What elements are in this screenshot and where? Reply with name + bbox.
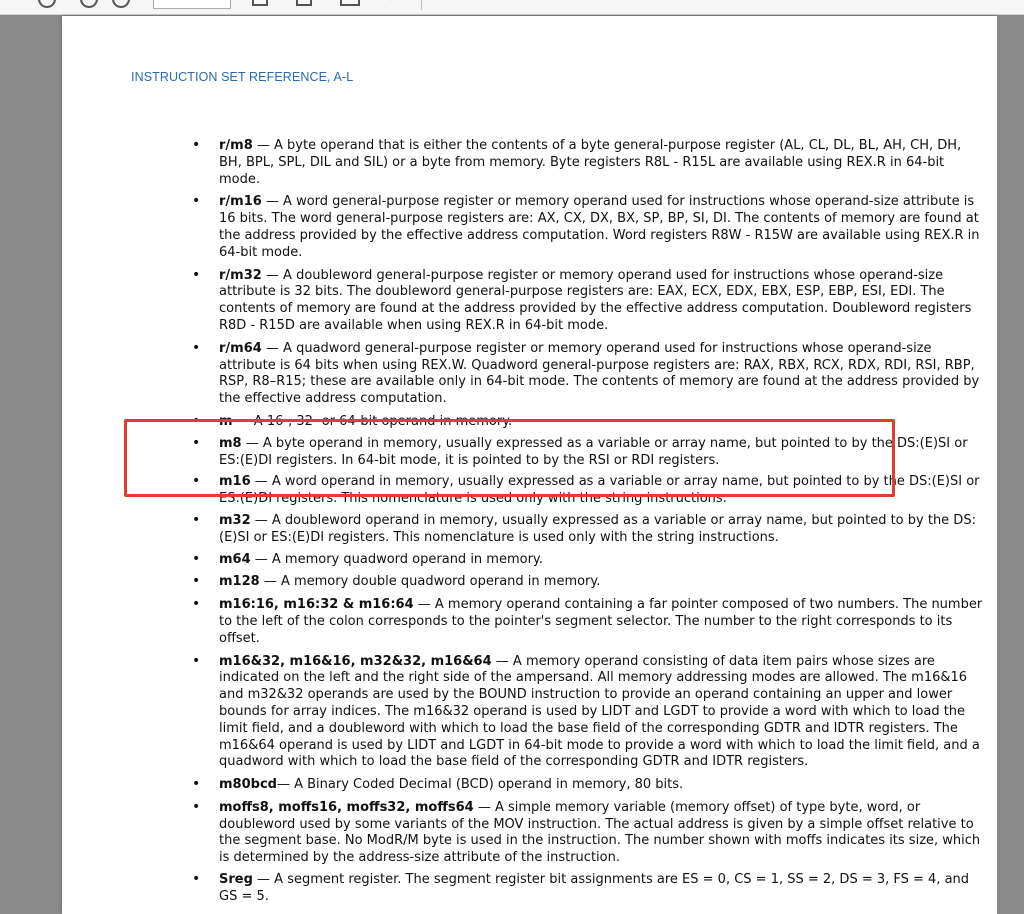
list-item: [124, 654, 984, 772]
bullet: •: [192, 434, 201, 451]
term: m: [219, 413, 233, 429]
term: m16:16, m16:32 & m16:64: [219, 597, 414, 613]
definition-text: — A memory operand containing a far pointer composed of two numbers. The number to the left of the colon corresponds to the pointer's segment selector. The number to the right corresponds to its offset.: [219, 597, 983, 646]
bullet: •: [192, 473, 201, 490]
bullet: •: [192, 511, 201, 528]
list-item: [124, 138, 984, 188]
viewer-toolbar: [0, 0, 1024, 15]
term: moffs8, moffs16, moffs32, moffs64: [219, 799, 474, 815]
list-item: [124, 552, 984, 569]
zoom-out-icon[interactable]: [38, 0, 56, 8]
definition-text: — A word general-purpose register or memory operand used for instructions whose operand-size attribute is 16 bits. The word general-purpose registers are: AX, CX, DX, BX, SP, BP, SI, DI. The contents of memory are found at the address provided by the effective address computation. Word registers R8W - R15W are available using REX.R in 64-bit mode.: [219, 194, 980, 260]
bullet: •: [192, 798, 201, 815]
list-item: [124, 513, 984, 547]
definition-list: [124, 122, 984, 906]
bullet: •: [192, 871, 201, 888]
cursor-icon[interactable]: [4, 0, 16, 10]
term: m16: [219, 474, 251, 490]
zoom-in-icon[interactable]: [80, 0, 98, 8]
definition-text: — A memory double quadword operand in memory.: [259, 574, 601, 590]
list-item: [124, 777, 984, 794]
term: r/m32: [219, 267, 262, 283]
bullet: •: [192, 412, 201, 429]
definition-text: — A doubleword general-purpose register or memory operand used for instructions whose operand-size attribute is 32 bits. The doubleword general-purpose registers are: EAX, ECX, EDX, EBX, ESP, EBP, ESI, EDI. The contents of memory are found at the address provided by the effective address computation. Doubleword registers R8D - R15D are available when using REX.R in 64-bit mode.: [219, 267, 972, 333]
bullet: •: [192, 339, 201, 356]
bullet: •: [192, 550, 201, 567]
fit-page-icon[interactable]: [252, 0, 268, 6]
comment-icon[interactable]: [444, 0, 466, 10]
list-item: [124, 800, 984, 867]
bullet: •: [192, 137, 201, 153]
list-item: [124, 574, 984, 591]
definition-text: — A quadword general-purpose register or memory operand used for instructions whose operand-size attribute is 64 bits when using REX.W. Quadword general-purpose registers are: RAX, RBX, RCX, RDX, RDI, RSI, RBP, RSP, R8–R15; these are available only in 64-bit mode. The contents of memory are found at the address provided by the effective address computation.: [219, 340, 980, 407]
definition-text: — A segment register. The segment register bit assignments are ES = 0, CS = 1, SS = 2, DS = 3, FS = 4, and GS = 5.: [219, 872, 970, 904]
toolbar-separator: [421, 0, 422, 10]
term: m80bcd: [219, 777, 277, 793]
list-item: [124, 268, 984, 335]
definition-text: — A word operand in memory, usually expressed as a variable or array name, but pointed to by the DS:(E)SI or ES:(E)DI registers. This nomenclature is used only with the string instructions.: [219, 474, 980, 507]
term: m32: [219, 512, 251, 528]
zoom-level-input[interactable]: [153, 0, 231, 9]
bullet: •: [192, 573, 201, 590]
rotate-icon[interactable]: [340, 0, 360, 6]
definition-text: — A byte operand that is either the contents of a byte general-purpose register (AL, CL, DL, BL, AH, CH, DH, BH, BPL, SPL, DIL and SIL) or a byte from memory. Byte registers R8L - R15L are available using REX.R in 64-bit mode.: [219, 138, 962, 187]
term: m8: [219, 435, 242, 451]
definition-text: — A memory operand consisting of data item pairs whose sizes are indicated on the left and the right side of the ampersand. All memory addressing modes are allowed. The m16&16 and m32&32 operands are used by the BOUND instruction to provide an operand containing an upper and lower bounds for array indices. The m16&32 operand is used by LIDT and LGDT to provide a word with which to load the limit field, and a doubleword with which to load the base field of the corresponding GDTR and IDTR registers. The m16&64 operand is used by LIDT and LGDT in 64-bit mode to provide a word with which to load the limit field, and a quadword with which to load the base field of the corresponding GDTR and IDTR registers.: [219, 653, 980, 770]
term: m64: [219, 551, 251, 567]
list-item: [124, 194, 984, 261]
definition-text: — A memory quadword operand in memory.: [250, 551, 543, 567]
bullet: •: [192, 193, 201, 210]
bullet: •: [192, 652, 201, 669]
term: r/m64: [219, 340, 262, 356]
definition-text: — A Binary Coded Decimal (BCD) operand in memory, 80 bits.: [276, 777, 684, 793]
definition-text: — A simple memory variable (memory offset) of type byte, word, or doubleword used by some variants of the MOV instruction. The actual address is given by a simple offset relative to the segment base. No ModR/M byte is used in the instruction. The number shown with moffs indicates its size, which is determined by the address-size attribute of the instruction.: [219, 799, 981, 866]
viewer-margin: [997, 16, 1024, 914]
zoom-reset-icon[interactable]: [112, 0, 130, 8]
list-item: [124, 341, 984, 408]
bullet: •: [192, 596, 201, 613]
term: r/m16: [219, 194, 262, 210]
draw-icon[interactable]: [484, 0, 510, 10]
term: Sreg: [219, 872, 253, 888]
list-item: [124, 872, 984, 906]
page-view-icon[interactable]: [296, 0, 312, 6]
running-head: INSTRUCTION SET REFERENCE, A-L: [131, 70, 354, 84]
definition-text: — A 16-, 32- or 64-bit operand in memory.: [232, 413, 513, 429]
term: m16&32, m16&16, m32&32, m16&64: [219, 653, 492, 669]
definition-text: — A doubleword operand in memory, usually expressed as a variable or array name, but pointed to by the DS:(E)SI or ES:(E)DI registers. This nomenclature is used only with the string instructions.: [219, 512, 976, 545]
definition-text: — A byte operand in memory, usually expressed as a variable or array name, but pointed to by the DS:(E)SI or ES:(E)DI registers. In 64-bit mode, it is pointed to by the RSI or RDI registers.: [219, 435, 968, 468]
term: m128: [219, 574, 260, 590]
highlight-box: [124, 419, 895, 497]
list-item: [124, 597, 984, 647]
bullet: •: [192, 266, 201, 283]
term: r/m8: [219, 138, 253, 153]
bullet: •: [192, 776, 201, 793]
download-icon[interactable]: [383, 0, 399, 10]
